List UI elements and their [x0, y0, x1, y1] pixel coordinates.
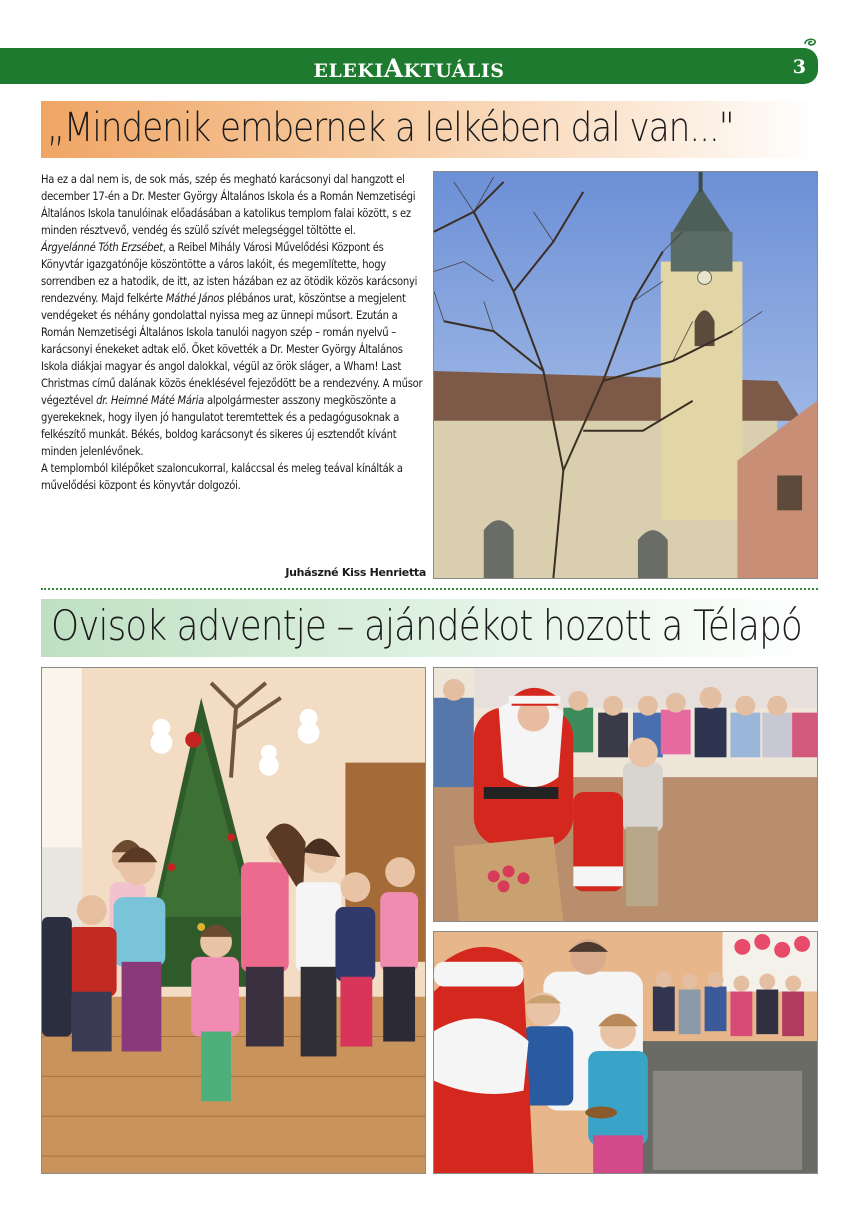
santa-photo-1: [433, 667, 818, 922]
article1-name-italic: dr. Heimné Máté Mária: [96, 394, 205, 407]
masthead-initial: A: [383, 54, 404, 83]
masthead-part2: KTUÁLIS: [403, 60, 505, 82]
article1-text-run: Ha ez a dal nem is, de sok más, szép és megható karácsonyi dal hangzott el december 17-én a Dr. Mester György Általános Iskola és a Román Nemzetiségi Általános Iskola tanulóinak előadásában a katolikus templom falai között, s ez minden résztvevő, vendég és szülő szívét melegséggel töltötte el.: [41, 173, 416, 237]
page-number: 3: [792, 56, 806, 78]
article1-paragraph: [41, 171, 426, 239]
header-bar: [0, 48, 818, 84]
article1-text-run: plébános urat, köszöntse a megjelent vendégeket és néhány gondolattal nyissa meg az ünnepi műsort. Ezután a Román Nemzetiségi Általános Iskola tanulói nagyon szép – román nyelvű – karácsonyi énekeket adtak elő. Őket követték a Dr. Mester György Általános Iskola diákjai magyar és angol dalokkal, végül az örök sláger, a Wham! Last Christmas című dalának közös éneklésével fejeződött be a rendezvény. A műsor végeztével: [41, 292, 423, 407]
article1-text-run: A templomból kilépőket szaloncukorral, kaláccsal és meleg teával kínálták a művelődési központ és könyvtár dolgozói.: [41, 462, 403, 492]
article1-name-italic: Árgyelánné Tóth Erzsébet: [41, 241, 163, 254]
article1-text-run: , a Reibel Mihály Városi Művelődési Központ és Könyvtár igazgatónője köszöntötte a város lakóit, és megemlítette, hogy sorrendben ez a hatodik, de itt, az isten házában ez az ötödik közös karácsonyi rendezvény. Majd felkérte: [41, 241, 418, 305]
article1-headline: „Mindenik embernek a lelkében dal van...": [47, 105, 734, 151]
article1-paragraph: [41, 239, 426, 460]
masthead-part1: ELEKI: [313, 60, 384, 82]
newspaper-masthead: [0, 54, 818, 83]
article1-body: [41, 171, 426, 494]
article2-headline: Ovisok adventje – ajándékot hozott a Télapó: [51, 601, 802, 650]
article2-headline-band: [41, 599, 818, 657]
christmas-tree-photo: [41, 667, 426, 1174]
santa-photo-2: [433, 931, 818, 1174]
section-divider: [41, 588, 818, 590]
article1-name-italic: Máthé János: [165, 292, 225, 305]
article1-headline-band: [41, 101, 818, 158]
article1-byline: Juhászné Kiss Henrietta: [285, 566, 426, 579]
article1-text-run: alpolgármester asszony megköszönte a gyerekeknek, hogy ilyen jó hangulatot teremtettek és a pedagógusoknak a felkészítő munkát. Békés, boldog karácsonyt és sikeres új esztendőt kívánt minden jelenlévőnek.: [41, 394, 400, 458]
church-photo: [433, 171, 818, 579]
article1-paragraph: [41, 460, 426, 494]
swirl-ornament-icon: [803, 36, 817, 48]
